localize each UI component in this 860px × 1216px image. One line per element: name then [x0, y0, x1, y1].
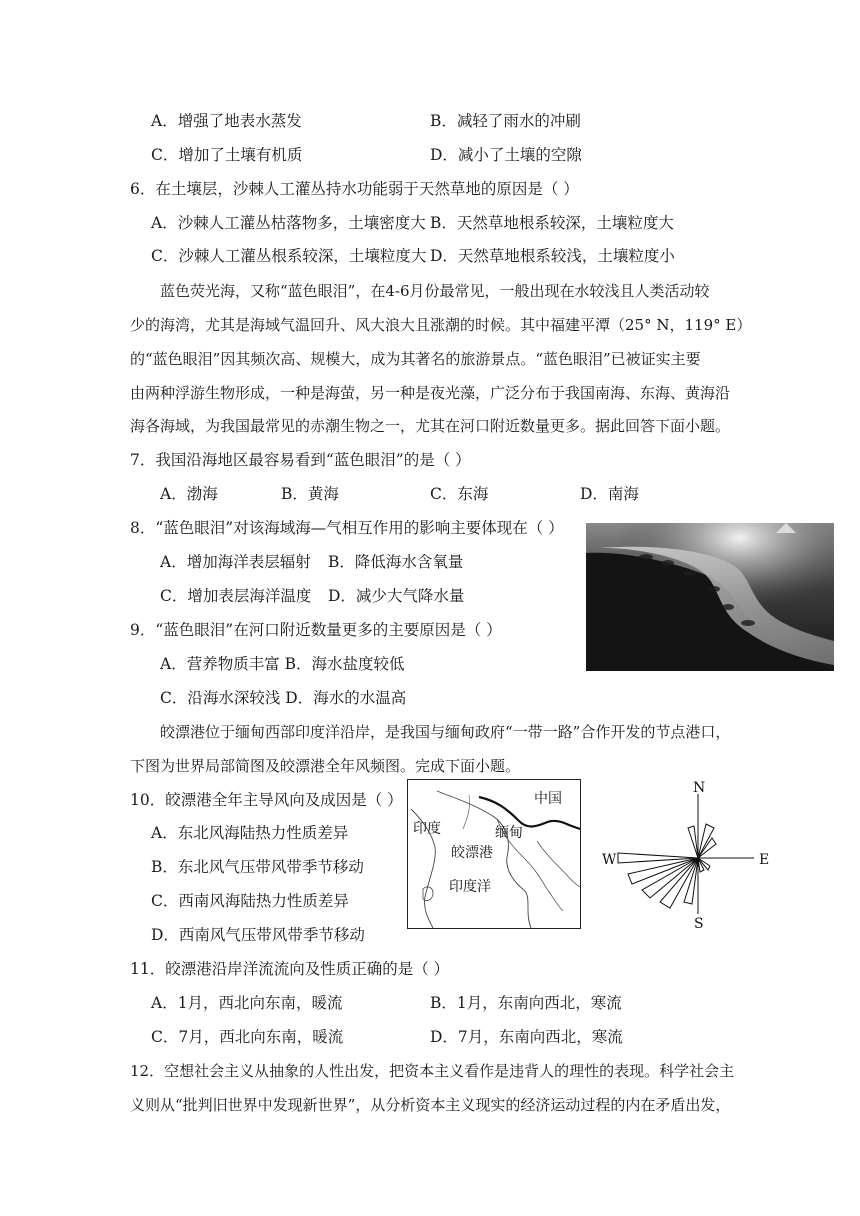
- q8-option-b: B．降低海水含氧量: [328, 553, 464, 571]
- passage-blue-tears-line-5: 海各海域，为我国最常见的赤潮生物之一，尤其在河口附近数量更多。据此回答下面小题。: [130, 417, 731, 435]
- q8-option-c: C．增加表层海洋温度: [160, 587, 312, 605]
- passage-blue-tears-line-4: 由两种浮游生物形成，一种是海萤，另一种是夜光藻，广泛分布于我国南海、东海、黄海沿: [130, 384, 731, 402]
- map-label-myanmar: 缅甸: [495, 825, 523, 841]
- wind-rose-label-e: E: [759, 852, 770, 868]
- q11-stem: 11．皎漂港沿岸洋流流向及性质正确的是（ ）: [130, 960, 450, 978]
- q12-line-1: 12．空想社会主义从抽象的人性出发，把资本主义看作是违背人的理性的表现。科学社会主: [130, 1062, 735, 1080]
- map-label-port: 皎漂港: [451, 845, 493, 861]
- q7-option-a: A．渤海: [160, 485, 218, 503]
- q10-stem: 10．皎漂港全年主导风向及成因是（ ）: [130, 791, 403, 809]
- q6-option-c: C．沙棘人工灌丛根系较深，土壤粒度大: [151, 247, 427, 265]
- q6-option-a: A．沙棘人工灌丛枯落物多，土壤密度大: [151, 214, 426, 232]
- q6-option-d: D．天然草地根系较浅，土壤粒度小: [430, 247, 675, 265]
- map-label-china: 中国: [534, 791, 562, 807]
- q11-option-a: A．1月，西北向东南，暖流: [151, 994, 343, 1012]
- q12-line-2: 义则从“批判旧世界中发现新世界”，从分析资本主义现实的经济运动过程的内在矛盾出发，: [130, 1096, 731, 1114]
- passage-port-line-1: 皎漂港位于缅甸西部印度洋沿岸，是我国与缅甸政府“一带一路”合作开发的节点港口，: [160, 723, 731, 741]
- q9-options-ab: A．营养物质丰富 B．海水盐度较低: [160, 655, 405, 673]
- q10-option-c: C．西南风海陆热力性质差异: [151, 892, 349, 910]
- wind-rose-label-n: N: [693, 780, 706, 796]
- q9-options-cd: C．沿海水深较浅 D．海水的水温高: [160, 689, 407, 707]
- q8-stem: 8．“蓝色眼泪”对该海域海—气相互作用的影响主要体现在（ ）: [130, 519, 564, 537]
- q11-option-b: B．1月，东南向西北，寒流: [430, 994, 622, 1012]
- wind-rose-diagram: [598, 776, 778, 934]
- blue-tears-photo: [586, 523, 834, 671]
- q6-option-b: B．天然草地根系较深，土壤粒度大: [430, 214, 674, 232]
- q5-option-d: D．减小了土壤的空隙: [430, 146, 582, 164]
- q7-option-d: D．南海: [580, 485, 639, 503]
- q10-option-a: A．东北风海陆热力性质差异: [151, 824, 349, 842]
- q10-option-b: B．东北风气压带风带季节移动: [151, 858, 364, 876]
- q10-option-d: D．西南风气压带风带季节移动: [151, 926, 365, 944]
- passage-port-line-2: 下图为世界局部简图及皎漂港全年风频图。完成下面小题。: [130, 757, 521, 775]
- q5-option-c: C．增加了土壤有机质: [151, 146, 303, 164]
- q6-stem: 6．在土壤层，沙棘人工灌丛持水功能弱于天然草地的原因是（ ）: [130, 180, 579, 198]
- q7-option-c: C．东海: [430, 485, 489, 503]
- q7-stem: 7．我国沿海地区最容易看到“蓝色眼泪”的是（ ）: [130, 451, 471, 469]
- q7-option-b: B．黄海: [281, 485, 339, 503]
- map-label-india: 印度: [413, 821, 441, 837]
- q8-option-a: A．增加海洋表层辐射: [160, 553, 311, 571]
- q5-option-b: B．减轻了雨水的冲刷: [430, 112, 581, 130]
- q5-option-a: A．增强了地表水蒸发: [151, 112, 302, 130]
- passage-blue-tears-line-3: 的“蓝色眼泪”因其频次高、规模大，成为其著名的旅游景点。“蓝色眼泪”已被证实主要: [130, 350, 701, 368]
- q9-stem: 9．“蓝色眼泪”在河口附近数量更多的主要原因是（ ）: [130, 621, 502, 639]
- passage-blue-tears-line-2: 少的海湾，尤其是海域气温回升、风大浪大且涨潮的时候。其中福建平潭（25° N，119° E）: [130, 316, 752, 334]
- regional-map: [407, 779, 581, 929]
- wind-rose-label-w: W: [602, 852, 617, 868]
- q11-option-d: D．7月，东南向西北，寒流: [430, 1028, 623, 1046]
- wind-rose-label-s: S: [694, 916, 704, 932]
- map-label-indian-ocean: 印度洋: [449, 879, 491, 895]
- passage-blue-tears-line-1: 蓝色荧光海，又称“蓝色眼泪”，在4-6月份最常见，一般出现在水较浅且人类活动较: [160, 282, 710, 300]
- q11-option-c: C．7月，西北向东南，暖流: [151, 1028, 344, 1046]
- q8-option-d: D．减少大气降水量: [328, 587, 465, 605]
